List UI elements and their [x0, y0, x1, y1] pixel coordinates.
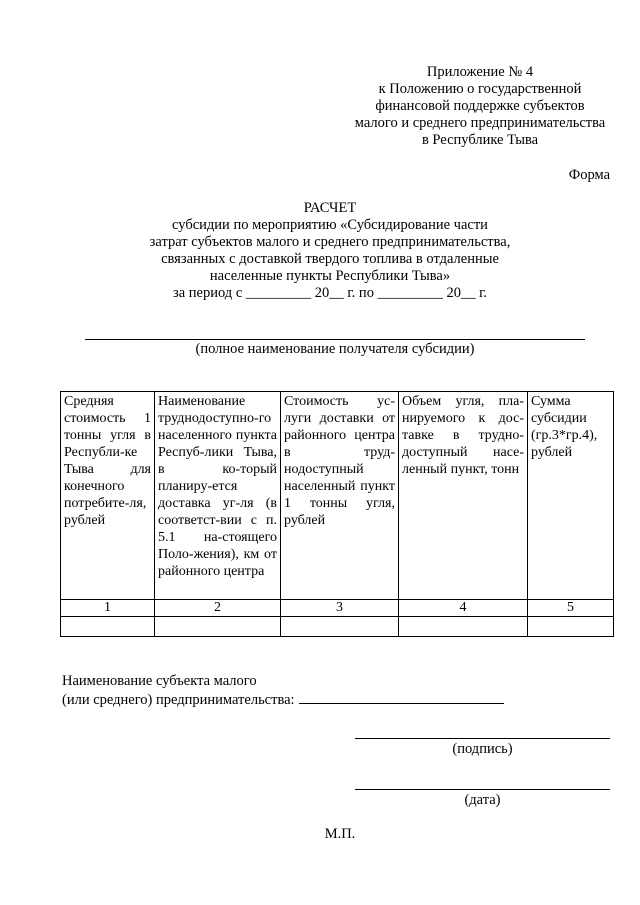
subject-name-field[interactable] — [299, 690, 504, 704]
subject-label: (или среднего) предпринимательства: — [62, 692, 295, 708]
recipient-name-field[interactable] — [85, 339, 585, 340]
table-row — [61, 617, 614, 637]
title-line: населенные пункты Республики Тыва» — [209, 268, 451, 284]
appendix-title: Приложение № 4 — [426, 64, 534, 80]
table-cell[interactable] — [155, 617, 281, 637]
table-cell[interactable] — [399, 617, 528, 637]
subject-block — [62, 673, 504, 709]
recipient-caption: (полное наименование получателя субсидии) — [195, 341, 475, 357]
appendix-line: к Положению о государственной — [378, 81, 582, 97]
table-header-cell: Наименование труднодоступно-го населенного пункта Респуб-лики Тыва, в ко-торый планиру-ется доставка уг-ля (в соответст-вии с п. 5.1 на-стоящего Поло-жения), км от районного центра — [155, 392, 281, 600]
stamp-placeholder: М.П. — [324, 826, 356, 842]
title-line: затрат субъектов малого и среднего предпринимательства, — [149, 234, 511, 250]
column-number: 5 — [528, 600, 614, 617]
period-line: за период с _________ 20__ г. по _________ 20__ г. — [172, 285, 488, 301]
title-line: связанных с доставкой твердого топлива в отдаленные — [161, 251, 499, 267]
date-caption: (дата) — [464, 792, 501, 808]
table-header-cell: Средняя стоимость 1 тонны угля в Республи-ке Тыва для конечного потребите-ля, рублей — [61, 392, 155, 600]
column-number: 3 — [281, 600, 399, 617]
table-header-cell: Объем угля, пла-нируемого к дос-тавке в трудно-доступный насе-ленный пункт, тонн — [399, 392, 528, 600]
table-cell[interactable] — [61, 617, 155, 637]
table-cell[interactable] — [281, 617, 399, 637]
title-line: субсидии по мероприятию «Субсидирование части — [172, 217, 488, 233]
appendix-line: финансовой поддержке субъектов — [375, 98, 585, 114]
table-header-row — [61, 392, 614, 600]
document-heading: РАСЧЕТ — [303, 200, 357, 216]
table-header-cell: Сумма субсидии (гр.3*гр.4), рублей — [528, 392, 614, 600]
form-label: Форма — [568, 167, 610, 183]
column-number: 1 — [61, 600, 155, 617]
column-number-row — [61, 600, 614, 617]
signature-caption: (подпись) — [452, 741, 513, 757]
table-cell[interactable] — [528, 617, 614, 637]
document-title-block — [60, 200, 600, 302]
calculation-table — [60, 391, 614, 637]
table-header-cell: Стоимость ус-луги доставки от районного центра в труд-нодоступный населенный пункт 1 тонны угля, рублей — [281, 392, 399, 600]
column-number: 2 — [155, 600, 281, 617]
signature-field[interactable] — [355, 738, 610, 739]
date-field[interactable] — [355, 789, 610, 790]
appendix-header — [330, 64, 630, 149]
column-number: 4 — [399, 600, 528, 617]
appendix-line: в Республике Тыва — [421, 132, 539, 148]
appendix-line: малого и среднего предпринимательства — [354, 115, 606, 131]
subject-label: Наименование субъекта малого — [62, 673, 257, 689]
